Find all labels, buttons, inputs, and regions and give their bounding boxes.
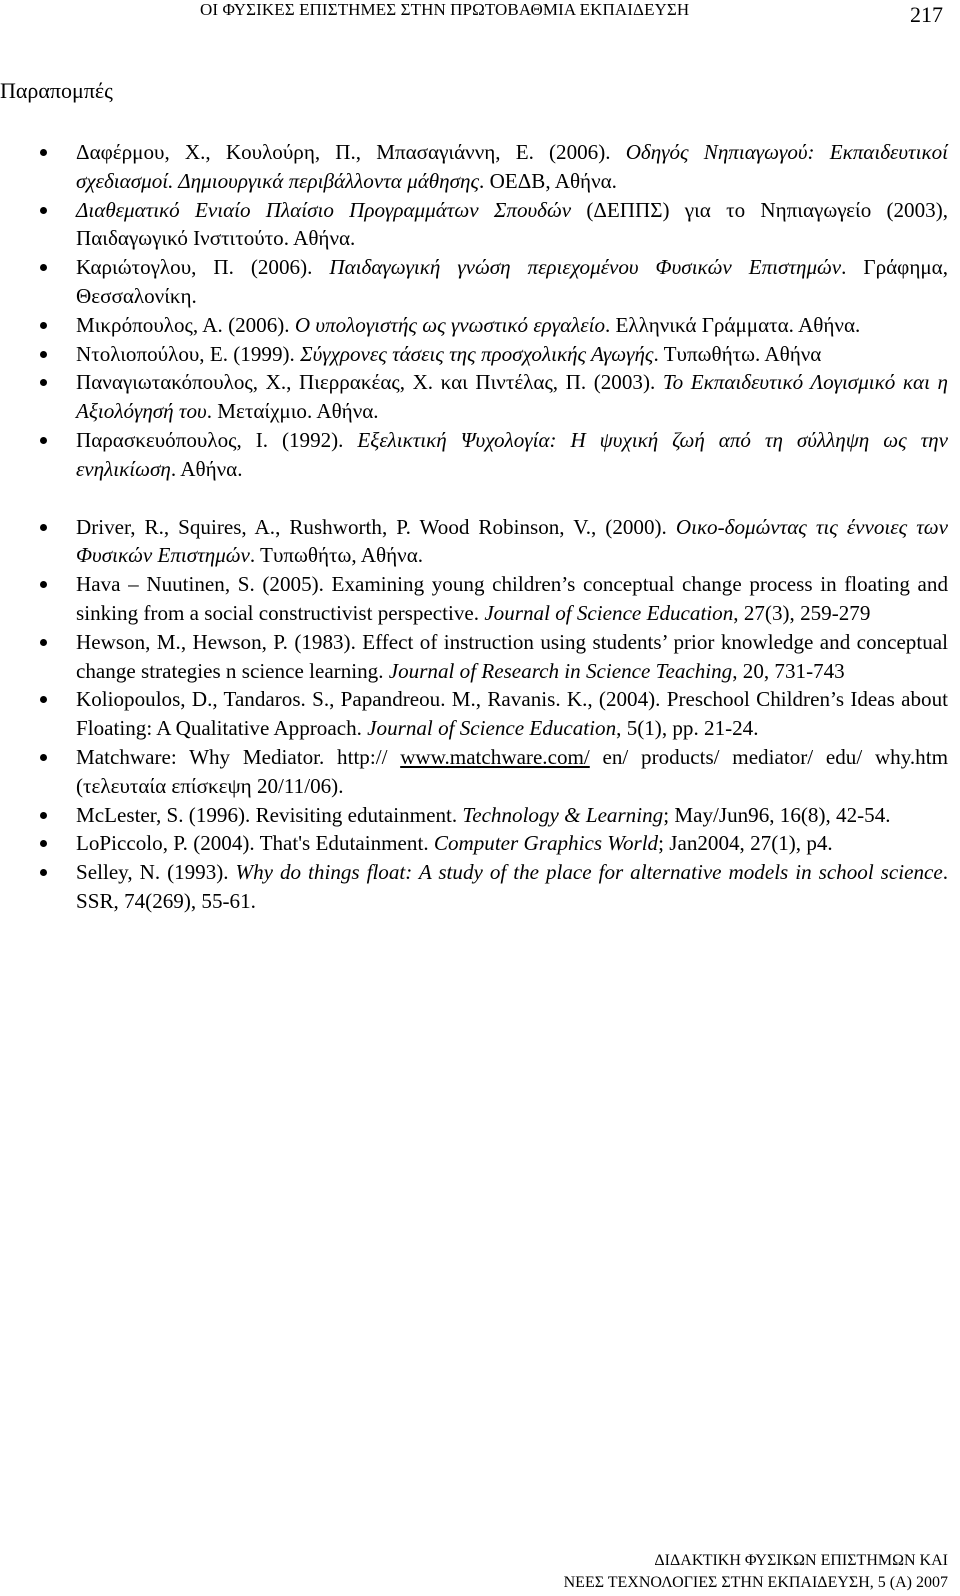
matchware-link[interactable]: www.matchware.com/ [400,744,590,769]
reference-publication: , 27(3), 259-279 [733,600,871,625]
reference-title: Computer Graphics World [433,831,659,856]
reference-title: Journal of Research in Science Teaching [388,658,733,683]
reference-item [40,138,948,196]
reference-authors: Selley, N. (1993). [76,860,236,885]
reference-authors: Παναγιωτακόπουλος, Χ., Πιερρακέας, Χ. και Πιντέλας, Π. (2003). [76,370,663,395]
section-heading: Παραπομπές [0,78,113,103]
reference-publication: . Αθήνα. [170,456,243,481]
reference-item [40,858,948,916]
reference-authors: Παρασκευόπουλος, Ι. (1992). [76,427,358,452]
reference-item [40,426,948,484]
reference-publication: , 5(1), pp. 21-24. [616,716,759,741]
reference-item [40,685,948,743]
bullet-icon [40,379,47,386]
reference-authors: Koliopoulos, D., Tandaros. S., Papandreou. M., Ravanis. K., (2004). Preschool Children’s Ideas about Floating: A Qualitative Approach. [76,687,948,741]
reference-publication: . Τυπωθήτω. Αθήνα [653,341,822,366]
reference-publication: ; Jan2004, 27(1), p4. [658,831,833,856]
bullet-icon [40,149,47,156]
page-number: 217 [910,2,943,27]
reference-publication: en/ products/ mediator/ edu/ why.htm (τελευταία επίσκεψη 20/11/06). [76,744,948,798]
bullet-icon [40,437,47,444]
reference-authors: Hewson, M., Hewson, P. (1983). Effect of instruction using students’ prior knowledge and conceptual change strategies n science learning. [76,629,948,683]
reference-publication: . Γράφημα, Θεσσαλονίκη. [76,255,948,308]
bullet-icon [40,696,47,703]
reference-authors: LoPiccolo, P. (2004). That's Edutainment. [76,831,434,856]
reference-publication: . ΟΕΔΒ, Αθήνα. [479,168,617,193]
reference-title: Παιδαγωγική γνώση περιεχομένου Φυσικών Επιστημών [329,255,842,280]
reference-item [40,196,948,254]
reference-item [40,628,948,686]
reference-title: Σύγχρονες τάσεις της προσχολικής Αγωγής [300,341,654,366]
reference-title: Το Εκπαιδευτικό Λογισμικό και η Αξιολόγησή του [76,370,948,424]
reference-title: Ο υπολογιστής ως γνωστικό εργαλείο [294,312,605,337]
reference-authors: Καριώτογλου, Π. (2006). [76,255,330,280]
reference-item [40,513,948,571]
reference-title: Why do things float: A study of the place for alternative models in school science [235,860,943,885]
reference-authors: Hava – Nuutinen, S. (2005). Examining young children’s conceptual change process in floating and sinking from a social constructivist perspective. [76,572,948,625]
bullet-icon [40,639,47,646]
reference-publication: . Τυπωθήτω, Αθήνα. [249,543,424,568]
reference-authors: Matchware: Why Mediator. http:// [76,744,401,769]
bullet-icon [40,322,47,329]
bullet-icon [40,840,47,847]
bullet-icon [40,264,47,271]
reference-item [40,340,948,369]
reference-publication: . SSR, 74(269), 55-61. [76,860,948,913]
footer-journal-line-1: ΔΙΔΑΚΤΙΚΗ ΦΥΣΙΚΩΝ ΕΠΙΣΤΗΜΩΝ ΚΑΙ [654,1552,948,1569]
reference-publication: . Ελληνικά Γράμματα. Αθήνα. [605,312,861,337]
reference-title: Οικο-δομώντας τις έννοιες των Φυσικών Επιστημών [76,514,948,568]
bullet-icon [40,581,47,588]
reference-authors: Ντολιοπούλου, Ε. (1999). [76,341,301,366]
reference-authors: Δαφέρμου, Χ., Κουλούρη, Π., Μπασαγιάννη, Ε. (2006). [76,140,626,164]
reference-title: Διαθεματικό Ενιαίο Πλαίσιο Προγραμμάτων Σπουδών [76,197,572,222]
reference-authors: McLester, S. (1996). Revisiting edutainment. [76,802,463,827]
reference-item [40,368,948,426]
bullet-icon [40,207,47,214]
reference-publication: ; May/Jun96, 16(8), 42-54. [663,802,891,827]
reference-item [40,253,948,311]
reference-item [40,829,948,858]
reference-item [40,801,948,830]
reference-item [40,570,948,628]
reference-title: Journal of Science Education [367,716,617,741]
footer-journal-line-2: ΝΕΕΣ ΤΕΧΝΟΛΟΓΙΕΣ ΣΤΗΝ ΕΚΠΑΙΔΕΥΣΗ, 5 (Α) 2007 [563,1574,948,1591]
bullet-icon [40,869,47,876]
reference-publication: , 20, 731-743 [732,658,845,683]
reference-authors: Μικρόπουλος, Α. (2006). [76,312,295,337]
bullet-icon [40,524,47,531]
reference-publication: . Μεταίχμιο. Αθήνα. [206,399,379,424]
reference-title: Technology & Learning [462,802,664,827]
reference-list [40,138,948,916]
reference-title: Journal of Science Education [484,600,734,625]
reference-authors: Driver, R., Squires, A., Rushworth, P. Wood Robinson, V., (2000). [76,514,676,539]
reference-title: Εξελικτική Ψυχολογία: Η ψυχική ζωή από τη σύλληψη ως την ενηλικίωση [76,427,948,481]
reference-publication: (ΔΕΠΠΣ) για το Νηπιαγωγείο (2003), Παιδαγωγικό Ινστιτούτο. Αθήνα. [76,197,948,251]
bullet-icon [40,754,47,761]
reference-title: Οδηγός Νηπιαγωγού: Εκπαιδευτικοί σχεδιασμοί. Δημιουργικά περιβάλλοντα μάθησης [76,140,948,193]
running-header-title: ΟΙ ΦΥΣΙΚΕΣ ΕΠΙΣΤΗΜΕΣ ΣΤΗΝ ΠΡΩΤΟΒΑΘΜΙΑ ΕΚΠΑΙΔΕΥΣΗ [200,0,690,19]
reference-item [40,743,948,801]
bullet-icon [40,812,47,819]
reference-item [40,311,948,340]
bullet-icon [40,351,47,358]
